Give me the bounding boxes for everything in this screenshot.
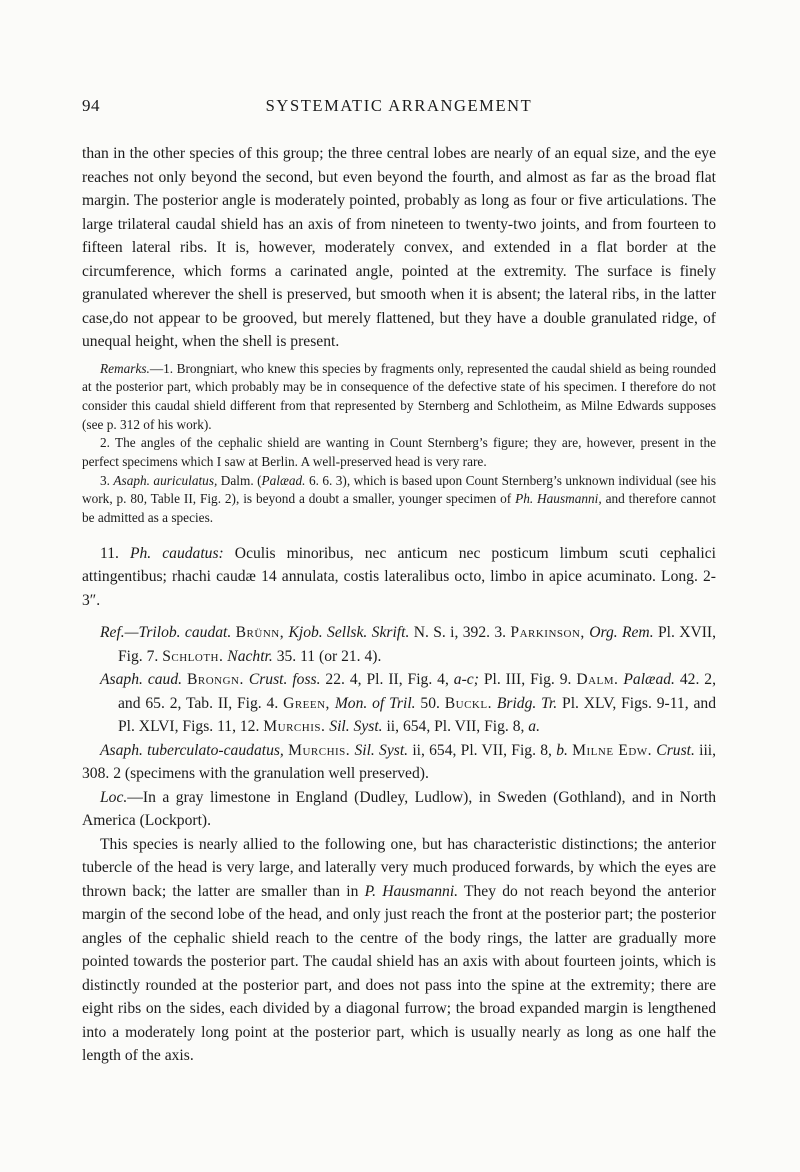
paragraph-comparison (82, 833, 716, 1068)
locality-label: Loc. (100, 788, 128, 806)
species-diagnosis (82, 542, 716, 613)
remarks-3-text-c: and therefore cannot be admitted as a species. (82, 491, 716, 526)
remarks-3-text-a: Dalm. ( (217, 472, 262, 488)
running-title: SYSTEMATIC ARRANGEMENT (265, 96, 533, 115)
ref-2-author-1: Brongn. (186, 671, 244, 689)
ref-2-cite-6: ii, 654, Pl. VII, Fig. 8, (382, 718, 529, 736)
ref-3-work-1: Sil. Syst. (354, 741, 409, 759)
ref-2-cite-1: 22. 4, Pl. II, Fig. 4, (320, 671, 454, 689)
page-header (82, 96, 716, 120)
ref-2-taxon: Asaph. caud. (100, 671, 183, 689)
ref-1-cite-2: Pl. XVII, Fig. 7. (118, 624, 717, 665)
ref-3-author-2: Milne Edw. (572, 741, 653, 759)
comparison-text-a: This species is nearly allied to the following one, but has characteristic distinctions; the anterior tubercle of the head is very large, and laterally very much produced forwards, by which the eyes are thrown back; the latter are smaller than in (82, 835, 716, 900)
ref-1-author-2: Parkinson, (510, 624, 585, 642)
remarks-3-work: Palæad. (261, 472, 306, 488)
ref-2-cite-4: 50. (415, 694, 445, 712)
ref-3-work-2: Crust. (656, 741, 695, 759)
remarks-3-num: 3. (100, 472, 114, 488)
ref-2-work-5: Sil. Syst. (329, 718, 383, 736)
ref-2-fig-letter: a. (528, 718, 540, 736)
remarks-1-text: —1. Brongniart, who knew this species by fragments only, represented the caudal shield as being rounded at the posterior part, which probably may be in consequence of the defective state of his specimen. I therefore do not consider this caudal shield different from that represented by Sternberg and Schlotheim, as Milne Edwards supposes (see p. 312 of his work). (82, 360, 716, 432)
ref-1-cite-3: 35. 11 (or 21. 4). (272, 647, 382, 665)
locality (82, 786, 716, 833)
ref-2-work-4: Bridg. Tr. (496, 694, 558, 712)
ref-1-cite-1: N. S. i, 392. 3. (409, 624, 511, 642)
remarks-label: Remarks. (100, 360, 150, 376)
species-number: 11. (100, 544, 130, 562)
ref-2-cite-2: Pl. III, Fig. 9. (478, 671, 577, 689)
ref-2-author-5: Murchis. (263, 718, 326, 736)
ref-3-cite-1: ii, 654, Pl. VII, Fig. 8, (408, 741, 557, 759)
page-body (82, 142, 716, 1068)
remarks-2: 2. The angles of the cephalic shield are wanting in Count Sternberg’s figure; they are, however, present in the perfect specimens which I saw at Berlin. A well-preserved head is very rare. (82, 435, 716, 470)
species-name: Ph. caudatus: (129, 544, 224, 562)
ref-2-cite-3: 42. 2, and 65. 2, Tab. II, Fig. 4. (118, 671, 717, 712)
ref-3-author-1: Murchis. (288, 741, 351, 759)
paragraph-description: than in the other species of this group; the three central lobes are nearly of an equal size, and the eye reaches not only beyond the second, but even beyond the fourth, and almost as far as the broad flat margin. The posterior angle is moderately pointed, probably as long as four or five articulations. The large trilateral caudal shield has an axis of from nineteen to twenty-two joints, and from fourteen to fifteen lateral ribs. It is, however, moderately convex, and extended in a flat border at the circumference, which forms a carinated angle, pointed at the extremity. The surface is finely granulated wherever the shell is preserved, but smooth when it is absent; the lateral ribs, in the latter case,do not appear to be grooved, but merely flattened, but they have a double granulated ridge, of unequal height, when the shell is present. (82, 145, 716, 350)
reference-1 (100, 621, 716, 668)
remarks-3-species: Ph. Hausmanni, (515, 491, 602, 507)
ref-1-author-1: Brünn, (235, 624, 285, 642)
ref-2-author-4: Buckl. (444, 694, 492, 712)
reference-3 (82, 739, 716, 786)
comparison-species: P. Hausmanni. (364, 882, 459, 900)
remarks-3-taxon: Asaph. auriculatus, (113, 472, 218, 488)
ref-2-fig-letters: a-c; (453, 671, 479, 689)
ref-2-author-3: Green, (283, 694, 330, 712)
ref-1-taxon: Ref.—Trilob. caudat. (100, 624, 232, 642)
ref-1-work-2: Org. Rem. (589, 624, 654, 642)
ref-1-work-3: Nachtr. (227, 647, 273, 665)
ref-2-work-2: Palæad. (623, 671, 675, 689)
ref-3-taxon: Asaph. tuberculato-caudatus, (100, 741, 284, 759)
ref-2-work-1: Crust. foss. (248, 671, 321, 689)
remarks-1 (82, 360, 716, 435)
ref-2-cite-5: Pl. XLV, Figs. 9-11, and Pl. XLVI, Figs. 11, 12. (118, 694, 716, 736)
ref-2-author-2: Dalm. (576, 671, 619, 689)
species-diagnosis-text: Oculis minoribus, nec anticum nec posticum limbum scuti cephalici attingentibus; rhachi caudæ 14 annulata, costis lateralibus octo, limbo in apice acuminato. Long. 2-3″. (82, 544, 716, 609)
ref-3-cite-2: iii, 308. 2 (specimens with the granulation well preserved). (82, 741, 717, 783)
ref-1-author-3: Schloth. (162, 647, 224, 665)
page-number: 94 (82, 96, 100, 115)
reference-2 (100, 668, 716, 739)
ref-2-work-3: Mon. of Tril. (334, 694, 416, 712)
ref-3-fig-letter: b. (556, 741, 568, 759)
comparison-text-b: They do not reach beyond the anterior margin of the second lobe of the head, and only just reach the front at the posterior part; the posterior angles of the cephalic shield reach to the centre of the body rings, the latter are gradually more pointed towards the posterior part. The caudal shield has an axis with about fourteen joints, which is distinctly rounded at the posterior part, and does not pass into the spine at the extremity; there are eight ribs on the sides, each divided by a diagonal furrow; the broad expanded margin is lengthened into a moderately long point at the posterior part, which is usually nearly as long as one half the length of the axis. (82, 882, 717, 1065)
ref-1-work-1: Kjob. Sellsk. Skrift. (288, 624, 410, 642)
remarks-3-text-b: 6. 6. 3), which is based upon Count Sternberg’s unknown individual (see his work, p. 80, Table II, Fig. 2), is beyond a doubt a smaller, younger specimen of (82, 472, 717, 507)
locality-text: —In a gray limestone in England (Dudley, Ludlow), in Sweden (Gothland), and in North America (Lockport). (82, 788, 716, 830)
remarks-3 (82, 472, 716, 528)
